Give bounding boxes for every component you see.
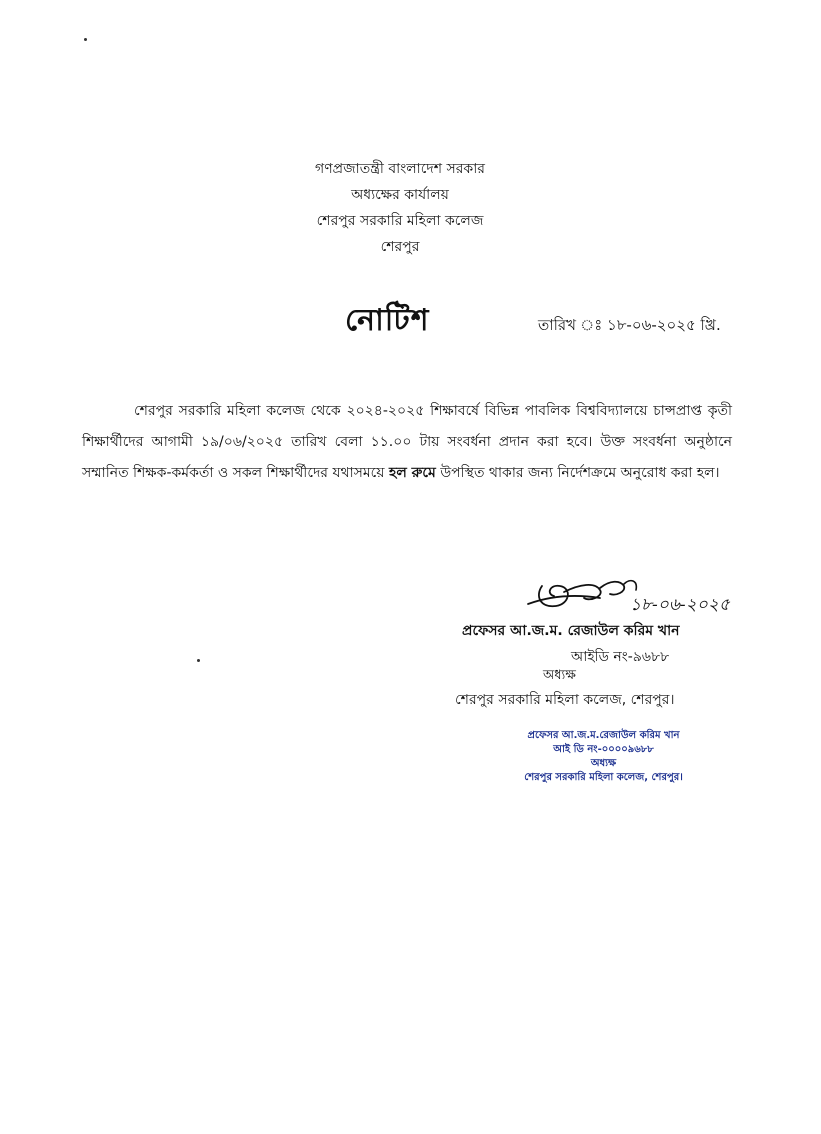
body-text-emphasis: হল রুমে: [389, 465, 436, 481]
header-office: অধ্যক্ষের কার্যালয়: [351, 187, 449, 203]
body-text-part2: উপস্থিত থাকার জন্য নির্দেশক্রমে অনুরোধ করা হল।: [440, 465, 720, 481]
official-seal-stamp: [516, 729, 691, 785]
signature-date: ১৮-০৬-২০২৫: [630, 595, 730, 615]
header-location: শেরপুর: [380, 239, 420, 255]
signatory-id: আইডি নং-৯৬৮৮: [571, 649, 670, 665]
office-header: [200, 156, 600, 260]
signatory-institution: শেরপুর সরকারি মহিলা কলেজ, শেরপুর।: [455, 692, 675, 708]
body-text-part1: শেরপুর সরকারি মহিলা কলেজ থেকে ২০২৪-২০২৫ শিক্ষাবর্ষে বিভিন্ন পাবলিক বিশ্ববিদ্যালয়ে চান্সপ্রাপ্ত কৃতী শিক্ষার্থীদের আগামী ১৯/০৬/২০২৫ তারিখ বেলা ১১.০০ টায় সংবর্ধনা প্রদান করা হবে। উক্ত সংবর্ধনা অনুষ্ঠানে সম্মানিত শিক্ষক-কর্মকর্তা ও সকল শিক্ষার্থীদের যথাসময়ে: [82, 403, 732, 481]
stamp-name: প্রফেসর আ.জ.ম.রেজাউল করিম খান: [527, 730, 680, 741]
notice-title: নোটিশ: [345, 303, 430, 338]
notice-date: তারিখ ঃ ১৮-০৬-২০২৫ খ্রি.: [538, 316, 721, 334]
scan-speck: [84, 38, 87, 41]
signatory-designation: অধ্যক্ষ: [543, 668, 576, 683]
stamp-designation: অধ্যক্ষ: [590, 758, 617, 769]
stamp-institution: শেরপুর সরকারি মহিলা কলেজ, শেরপুর।: [524, 772, 683, 783]
stamp-id: আই ডি নং-০০০০৯৬৮৮: [553, 744, 654, 755]
notice-body: [82, 396, 732, 489]
scan-speck: [197, 659, 200, 662]
signatory-name: প্রফেসর আ.জ.ম. রেজাউল করিম খান: [462, 623, 680, 639]
header-government: গণপ্রজাতন্ত্রী বাংলাদেশ সরকার: [315, 161, 485, 177]
header-college: শেরপুর সরকারি মহিলা কলেজ: [316, 213, 484, 229]
handwritten-signature: [520, 566, 765, 622]
